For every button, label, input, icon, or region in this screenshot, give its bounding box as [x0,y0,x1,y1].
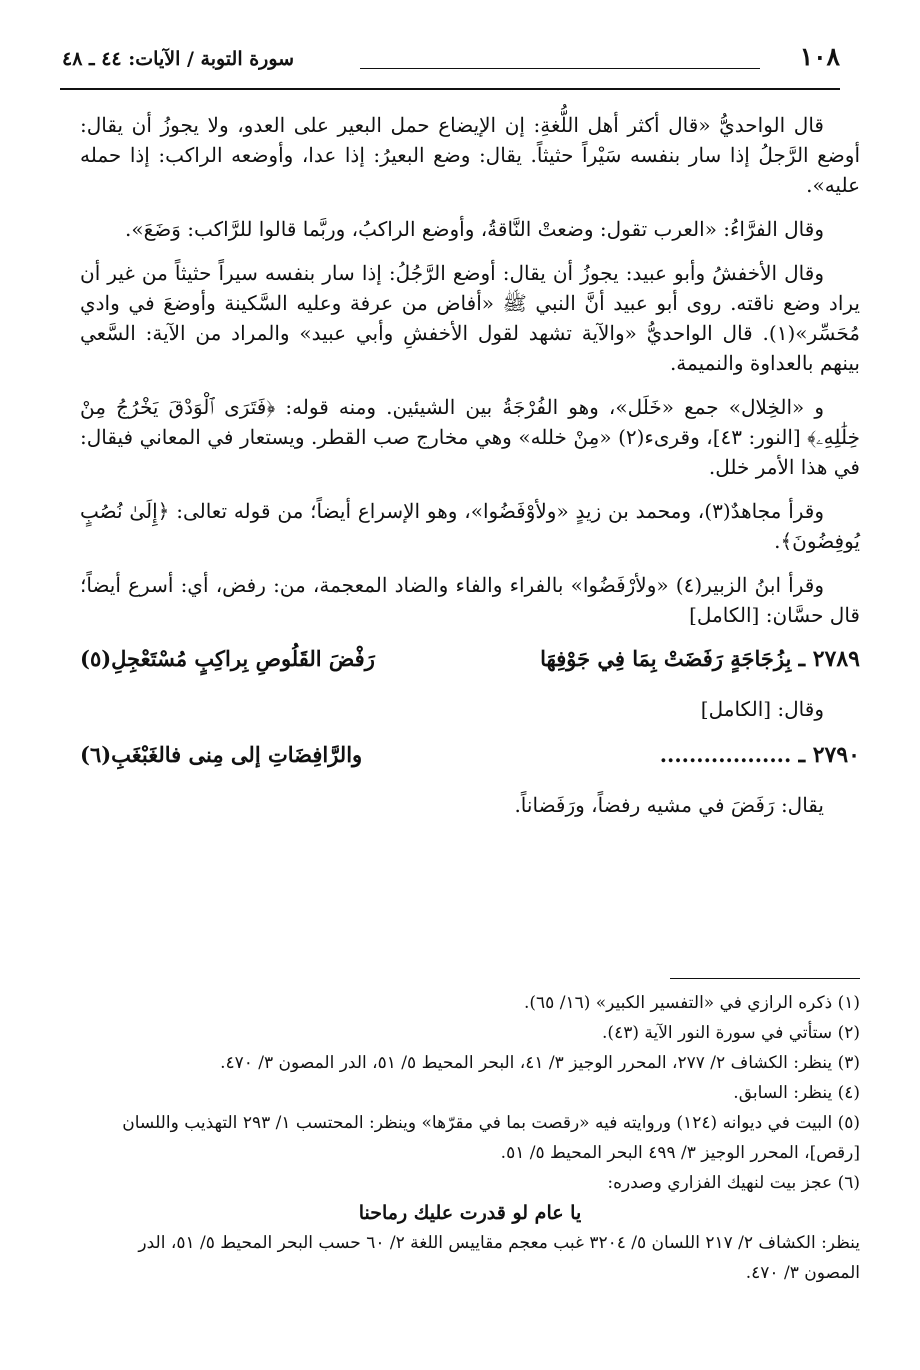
page-header [60,38,840,90]
footnote-separator [670,978,860,979]
footnote-3: (٣) ينظر: الكشاف ٢/ ٢٧٧، المحرر الوجيز ٣/ ٤١، البحر المحيط ٥/ ٥١، الدر المصون ٣/ ٤٧٠. [220,1053,860,1073]
page-number: ١٠٨ [799,42,840,71]
verse-2789 [80,644,860,680]
verse-number: ٢٧٨٩ ـ [798,646,860,672]
footnote-4: (٤) ينظر: السابق. [733,1083,860,1103]
footnote-5: (٥) البيت في ديوانه (١٢٤) وروايته فيه «رقصت بما في مقرّها» وينظر: المحتسب ١/ ٢٩٣ التهذيب واللسان [رقص]، المحرر الوجيز ٣/ ٤٩٩ البحر المحيط ٥/ ٥١. [122,1113,860,1163]
footnote-2: (٢) ستأتي في سورة النور الآية (٤٣). [602,1023,860,1043]
header-rule [360,68,760,69]
paragraph-rafad: يقال: رَفَضَ في مشيه رفضاً، ورَفَضاناً. [514,793,824,817]
verse-first-hemistich: ٢٧٨٩ ـ بِزُجَاجَةٍ رَفَضَتْ بِمَا فِي جَوْفِهَا [540,646,860,672]
verse-2790 [80,740,860,776]
paragraph-mujahid: وقرأ مجاهدٌ(٣)، ومحمد بن زيدٍ «ولأوْفَضُوا»، وهو الإسراع أيضاً؛ من قوله تعالى: ﴿إِلَىٰ نُصُبٍ يُوفِضُونَ﴾. [80,499,860,553]
paragraph-farra: وقال الفرَّاءُ: «العرب تقول: وضعتْ النَّاقةُ، وأوضع الراكبُ، وربَّما قالوا للرَّاكب: وَضَعَ». [124,217,824,241]
footnotes [80,988,860,1288]
meter-label: وقال: [الكامل] [700,697,824,721]
verse-number: ٢٧٩٠ ـ [798,742,860,768]
verse-second-hemistich: رَفْضَ القَلُوصِ بِراكِبٍ مُسْتَعْجِلِ(٥) [80,646,375,671]
running-title: سورة التوبة / الآيات: ٤٤ ـ ٤٨ [62,48,295,70]
main-text [80,110,860,834]
paragraph-ibn-zubayr: وقرأ ابنُ الزبير(٤) «ولأرْفَضُوا» بالفراء والفاء والضاد المعجمة، من: رفض، أي: أسرع أيضاً؛ قال حسَّان: [الكامل] [80,573,860,627]
footnote-verse: يا عام لو قدرت عليك رماحنا [358,1202,582,1224]
verse-first-hemistich: ٢٧٩٠ ـ .................. [659,742,860,768]
footnote-1: (١) ذكره الرازي في «التفسير الكبير» (١٦/ ٦٥). [524,993,860,1013]
verse-second-hemistich: والرَّافِضَاتِ إلى مِنى فالغَبْغَبِ(٦) [80,742,363,767]
footnote-6-refs: ينظر: الكشاف ٢/ ٢١٧ اللسان ٥/ ٣٢٠٤ غبب معجم مقاييس اللغة ٢/ ٦٠ حسب البحر المحيط ٥/ ٥١، الدر المصون ٣/ ٤٧٠. [138,1233,860,1283]
paragraph-akhfash: وقال الأخفشُ وأبو عبيد: يجوزُ أن يقال: أوضع الرَّجُلُ: إذا سار بنفسه سيراً حثيثاً من غير أن يراد وضع ناقته. روى أبو عبيد أنَّ النبي ﷺ «أفاض من عرفة وعليه السَّكينة وأوضعَ في وادي مُحَسِّر»(١). قال الواحديُّ «والآية تشهد لقول الأخفشِ وأبي عبيد» والمراد من الآية: السَّعي بينهم بالعداوة والنميمة. [80,261,860,375]
paragraph-khilal: و «الخِلال» جمع «خَلَل»، وهو الفُرْجَةُ بين الشيئين. ومنه قوله: ﴿فَتَرَى ٱلْوَدْقَ يَخْرُجُ مِنْ خِلَٰلِهِۦ﴾ [النور: ٤٣]، وقرىء(٢) «مِنْ خلله» وهي مخارج صب القطر. ويستعار في المعاني فيقال: في هذا الأمر خلل. [80,395,860,479]
footnote-6: (٦) عجز بيت لنهيك الفزاري وصدره: [607,1173,860,1193]
paragraph-wahidi: قال الواحديُّ «قال أكثر أهل اللُّغةِ: إن الإيضاع حمل البعير على العدو، ولا يجوزُ أن يقال: أوضع الرَّجلُ إذا سار بنفسه سَيْراً حثيثاً. يقال: وضع البعيرُ: إذا عدا، وأوضعه الراكب: إذا حمله عليه». [80,113,860,197]
